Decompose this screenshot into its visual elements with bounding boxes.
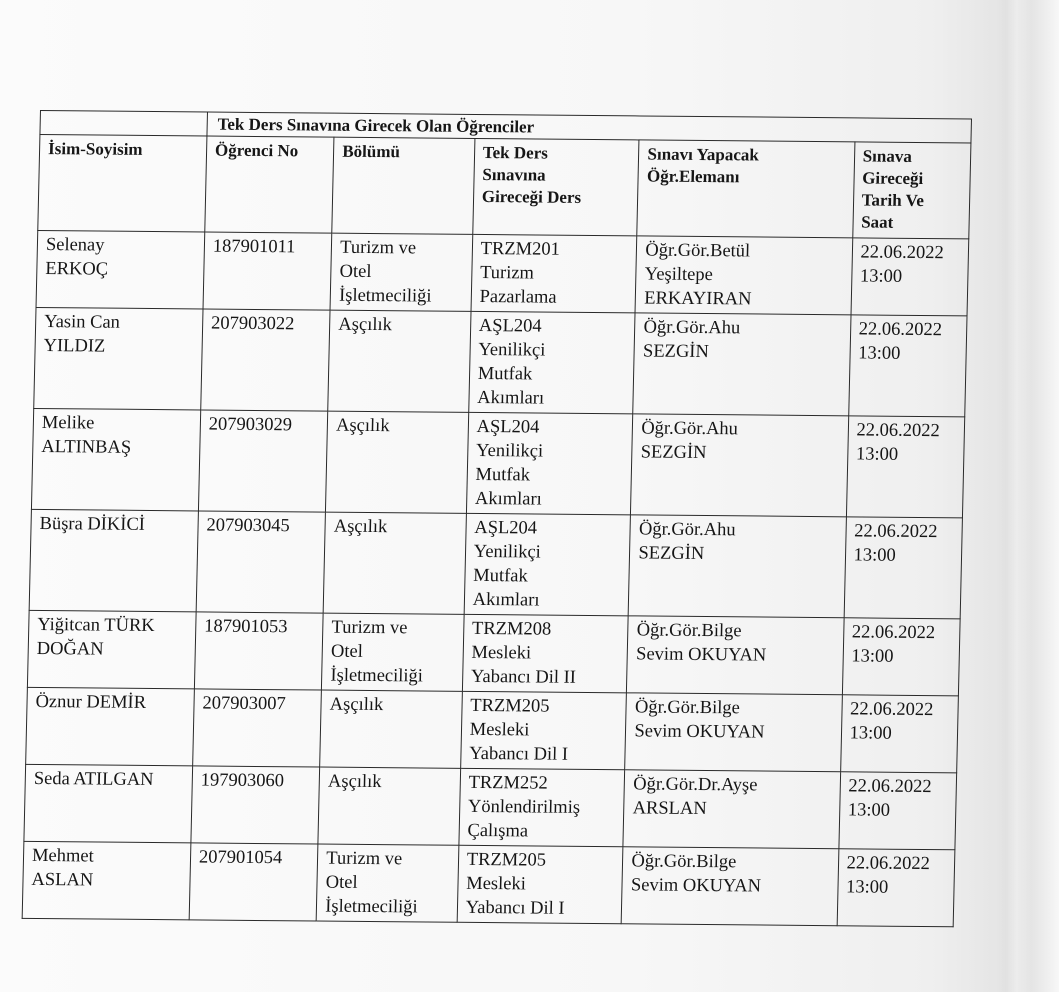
cell-name <box>36 230 205 308</box>
cell-course-line: AŞL204 <box>476 416 540 438</box>
cell-course-line: Yenilikçi <box>475 440 544 462</box>
cell-department <box>330 233 472 311</box>
cell-name-line: Öznur DEMİR <box>35 691 147 713</box>
cell-course-line: TRZM205 <box>466 849 547 871</box>
cell-student-no-line: 187901053 <box>203 616 288 638</box>
cell-instructor-line: Sevim OKUYAN <box>635 644 767 666</box>
cell-course-line: Yenilikçi <box>478 339 546 361</box>
cell-course-line: Mesleki <box>466 873 527 895</box>
cell-course <box>457 845 623 923</box>
cell-course-line: AŞL204 <box>478 315 542 337</box>
cell-instructor <box>625 693 842 772</box>
cell-student-no-line: 207901054 <box>198 847 283 869</box>
cell-instructor-line: Sevim OKUYAN <box>634 721 765 743</box>
cell-date-line: 22.06.2022 <box>853 521 938 543</box>
cell-name-line: Mehmet <box>31 845 94 867</box>
cell-name-line: Seda ATILGAN <box>33 768 154 791</box>
header-name-label: İsim-Soyisim <box>47 139 143 159</box>
cell-date <box>838 772 956 850</box>
cell-course-line: TRZM205 <box>470 695 550 717</box>
cell-date-line: 22.06.2022 <box>858 319 943 341</box>
cell-course-line: Pazarlama <box>479 286 557 308</box>
student-rows <box>22 230 969 926</box>
header-instructor <box>637 140 854 238</box>
cell-name-line: Yasin Can <box>43 312 121 333</box>
cell-department-line: Otel <box>325 872 358 893</box>
cell-name <box>29 509 198 611</box>
cell-name-line: ALTINBAŞ <box>41 437 132 458</box>
cell-student-no-line: 197903060 <box>200 770 285 792</box>
cell-course-line: Yönlendirilmiş <box>467 796 581 818</box>
cell-course <box>459 768 625 846</box>
cell-department-line: İşletmeciliği <box>338 285 432 307</box>
cell-student-no-line: 207903007 <box>202 693 286 715</box>
cell-course-line: Yabancı Dil I <box>465 897 565 919</box>
cell-student-no <box>189 843 318 921</box>
cell-student-no-line: 207903045 <box>206 515 290 537</box>
cell-department-line: Aşçılık <box>329 694 384 716</box>
page-fold-shadow <box>997 0 1059 992</box>
cell-date <box>840 695 958 773</box>
cell-instructor-line: Öğr.Gör.Ahu <box>638 519 736 541</box>
cell-instructor-line: SEZGİN <box>640 442 707 464</box>
cell-department <box>322 613 464 691</box>
cell-instructor-line: Öğr.Gör.Betül <box>645 240 751 262</box>
cell-name <box>24 764 193 842</box>
cell-instructor <box>627 616 844 695</box>
cell-student-no <box>196 511 326 613</box>
cell-course <box>468 311 635 413</box>
cell-course-line: Mutfak <box>475 464 531 486</box>
cell-instructor-line: Sevim OKUYAN <box>630 875 762 897</box>
cell-date-line: 13:00 <box>857 343 901 364</box>
cell-course-line: Akımları <box>477 387 545 409</box>
cell-student-no-line: 207903029 <box>208 414 293 436</box>
title-blank-cell <box>40 111 207 137</box>
cell-instructor-line: Öğr.Gör.Bilge <box>636 620 742 642</box>
cell-date-line: 13:00 <box>845 877 889 898</box>
cell-instructor <box>635 236 852 315</box>
cell-date <box>851 238 969 316</box>
cell-department <box>326 411 469 513</box>
cell-course-line: Akımları <box>472 589 540 611</box>
header-date-line: Saat <box>860 212 894 232</box>
table-row <box>26 687 959 772</box>
table-row <box>31 408 964 517</box>
table-row <box>27 610 960 695</box>
header-course-line: Tek Ders <box>482 143 549 163</box>
cell-course <box>462 614 628 692</box>
table-title: Tek Ders Sınavına Girecek Olan Öğrenciler <box>207 112 972 143</box>
cell-course-line: Yabancı Dil II <box>470 666 577 688</box>
cell-name-line: Büşra DİKİCİ <box>39 513 146 535</box>
cell-department-line: Turizm ve <box>331 617 408 639</box>
cell-instructor-line: ERKAYIRAN <box>644 288 752 310</box>
cell-department <box>316 844 458 922</box>
cell-student-no-line: 207903022 <box>210 313 295 335</box>
cell-course-line: TRZM208 <box>471 618 552 640</box>
header-instructor-line: Sınavı Yapacak <box>647 144 760 165</box>
cell-department-line: İşletmeciliği <box>330 665 424 687</box>
cell-department <box>328 310 471 412</box>
cell-department-line: Otel <box>330 641 364 662</box>
header-student-no <box>205 136 335 233</box>
header-course <box>472 138 639 235</box>
table-row <box>22 841 955 926</box>
cell-course <box>471 234 637 312</box>
cell-name-line: ERKOÇ <box>45 259 109 280</box>
cell-course-line: Mesleki <box>471 642 532 664</box>
cell-name <box>27 610 196 688</box>
cell-date-line: 22.06.2022 <box>860 242 944 264</box>
cell-instructor-line: Öğr.Gör.Dr.Ayşe <box>632 774 758 796</box>
cell-date <box>842 618 960 696</box>
cell-instructor <box>631 414 848 517</box>
cell-department-line: Aşçılık <box>338 314 393 336</box>
cell-name <box>22 841 191 919</box>
cell-course-line: Yabancı Dil I <box>468 743 569 765</box>
cell-department-line: Turizm ve <box>339 237 417 259</box>
cell-instructor-line: Öğr.Gör.Ahu <box>641 418 739 440</box>
cell-course-line: AŞL204 <box>474 517 538 539</box>
cell-course-line: Yenilikçi <box>473 541 542 563</box>
cell-date-line: 13:00 <box>853 545 897 566</box>
header-department <box>332 137 475 234</box>
header-student-no-label: Öğrenci No <box>214 140 299 161</box>
cell-department <box>320 690 462 768</box>
cell-date-line: 22.06.2022 <box>851 622 936 644</box>
cell-student-no <box>203 232 332 310</box>
cell-department-line: Otel <box>339 261 372 283</box>
cell-student-no <box>198 410 328 512</box>
cell-name-line: DOĞAN <box>36 638 104 660</box>
cell-course <box>464 513 631 615</box>
header-instructor-line: Öğr.Elemanı <box>646 166 740 187</box>
cell-date-line: 13:00 <box>855 444 899 465</box>
cell-name <box>26 687 195 765</box>
cell-date <box>846 416 965 518</box>
cell-instructor <box>622 847 839 926</box>
cell-student-no <box>194 612 323 690</box>
header-date-line: Tarih Ve <box>861 190 925 211</box>
table-row <box>36 230 969 315</box>
cell-instructor-line: SEZGİN <box>638 543 705 565</box>
cell-date-line: 22.06.2022 <box>849 699 934 721</box>
cell-instructor-line: Öğr.Gör.Ahu <box>643 317 741 339</box>
cell-instructor <box>623 770 840 849</box>
header-course-line: Gireceği Ders <box>481 187 582 207</box>
cell-name-line: Yiğitcan TÜRK <box>37 614 155 637</box>
exam-students-table <box>22 110 972 927</box>
cell-department <box>318 767 460 845</box>
cell-course-line: TRZM201 <box>480 239 561 260</box>
cell-course-line: TRZM252 <box>468 772 548 794</box>
cell-instructor <box>633 313 850 416</box>
table-row <box>24 764 957 849</box>
cell-department-line: Turizm ve <box>326 848 403 870</box>
cell-course-line: Çalışma <box>467 820 529 842</box>
cell-instructor <box>629 515 846 618</box>
cell-date-line: 13:00 <box>851 646 894 667</box>
cell-course <box>460 691 626 769</box>
header-date-line: Gireceği <box>861 168 924 189</box>
cell-department-line: İşletmeciliği <box>324 896 418 918</box>
cell-course-line: Mesleki <box>469 719 530 741</box>
cell-instructor-line: Yeşiltepe <box>644 264 714 286</box>
cell-course-line: Turizm <box>479 262 535 284</box>
cell-name <box>31 408 200 510</box>
cell-name-line: Selenay <box>45 235 105 256</box>
cell-instructor-line: Öğr.Gör.Bilge <box>631 851 737 873</box>
cell-date-line: 22.06.2022 <box>846 853 931 875</box>
header-date <box>852 142 971 239</box>
cell-date <box>837 849 955 927</box>
cell-date-line: 22.06.2022 <box>848 776 932 798</box>
cell-course-line: Mutfak <box>477 363 533 385</box>
header-row <box>38 134 971 238</box>
table-row <box>34 307 967 416</box>
cell-department-line: Aşçılık <box>333 516 388 538</box>
cell-course <box>466 412 633 514</box>
cell-instructor-line: ARSLAN <box>632 798 707 820</box>
cell-course-line: Mutfak <box>473 565 528 587</box>
cell-date-line: 13:00 <box>849 723 892 744</box>
cell-student-no <box>193 689 322 767</box>
cell-date <box>848 315 967 417</box>
header-name <box>38 134 207 231</box>
cell-department-line: Aşçılık <box>335 415 390 437</box>
cell-course-line: Akımları <box>474 488 543 510</box>
table-row <box>29 509 962 618</box>
cell-name <box>34 307 203 409</box>
cell-department-line: Aşçılık <box>327 771 382 793</box>
cell-date-line: 13:00 <box>847 800 891 821</box>
cell-name-line: YILDIZ <box>43 336 106 357</box>
cell-student-no-line: 187901011 <box>212 236 296 258</box>
cell-date-line: 13:00 <box>859 266 903 287</box>
cell-student-no <box>201 309 331 411</box>
cell-department <box>323 512 466 614</box>
header-department-label: Bölümü <box>342 141 401 162</box>
header-date-line: Sınava <box>862 146 913 166</box>
header-course-line: Sınavına <box>482 165 546 185</box>
cell-name-line: ASLAN <box>31 869 94 891</box>
cell-student-no <box>191 766 320 844</box>
cell-date-line: 22.06.2022 <box>856 420 940 442</box>
cell-instructor-line: Öğr.Gör.Bilge <box>634 697 741 719</box>
cell-date <box>844 517 963 619</box>
cell-instructor-line: SEZGİN <box>642 341 710 363</box>
cell-name-line: Melike <box>41 413 95 434</box>
